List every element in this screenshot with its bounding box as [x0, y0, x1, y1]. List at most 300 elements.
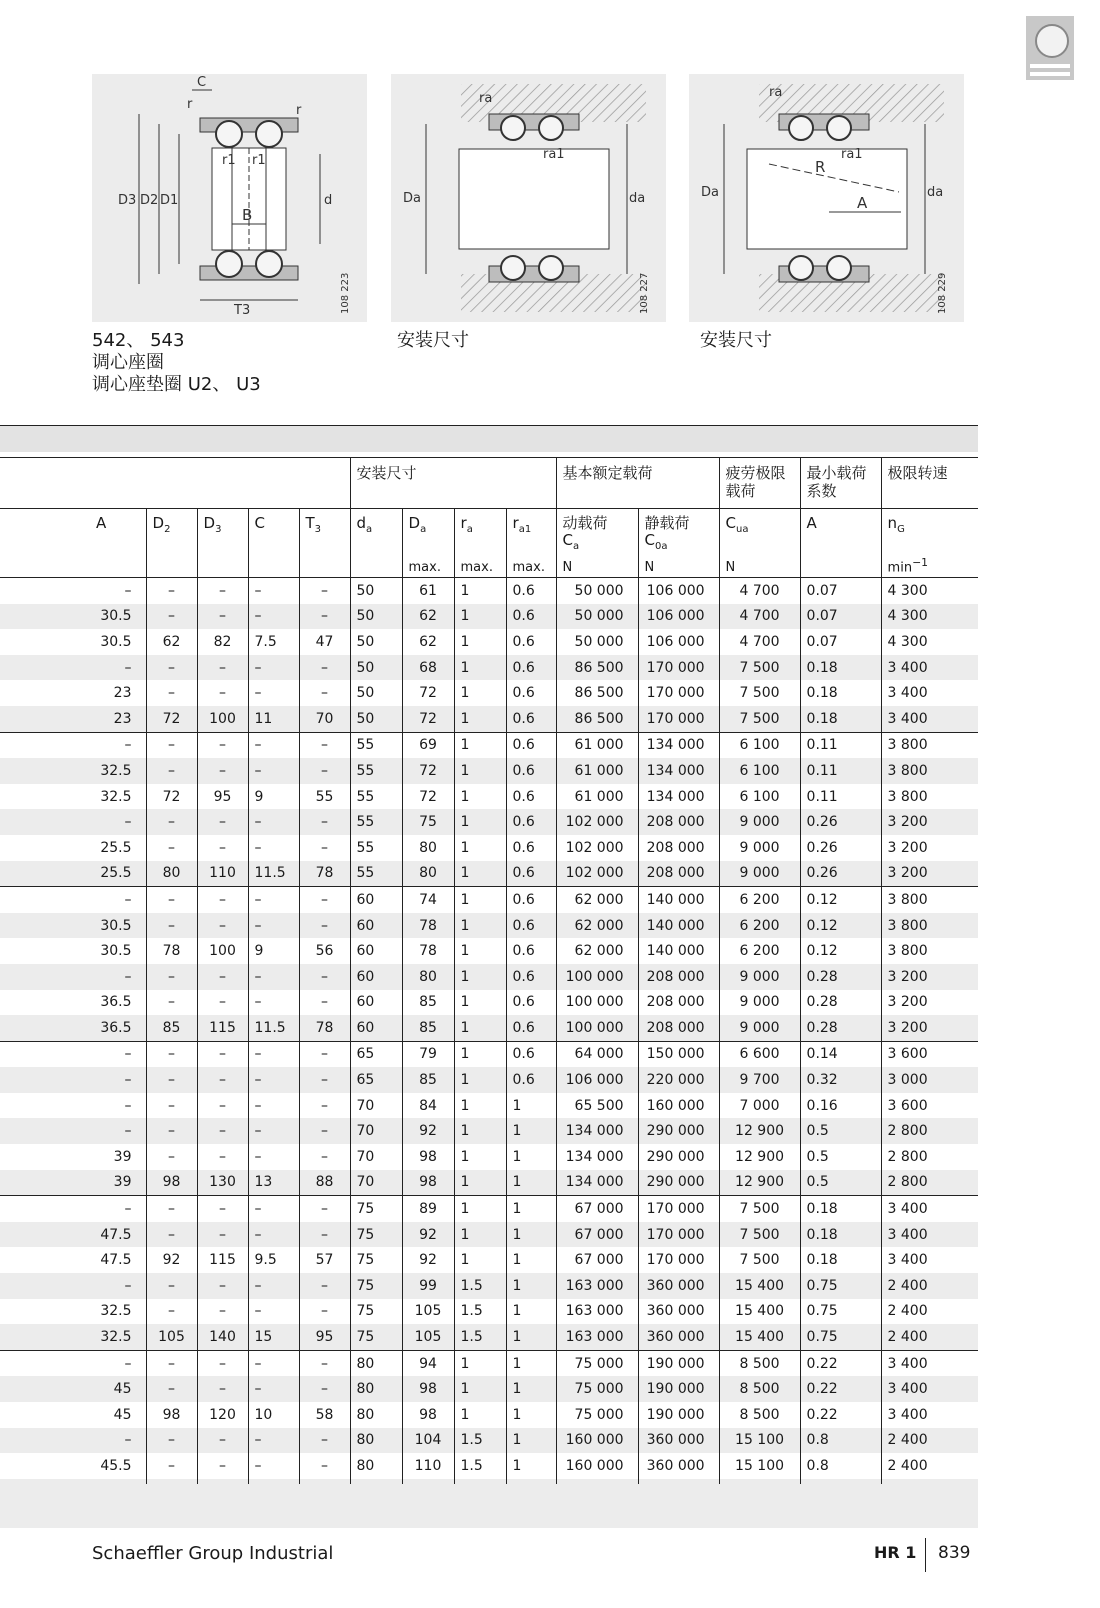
table-cell: 190 000 — [638, 1376, 719, 1402]
table-row — [0, 1170, 978, 1196]
table-cell: 61 000 — [556, 732, 638, 758]
table-cell: 1 — [506, 1144, 556, 1170]
table-cell: 3 800 — [881, 758, 978, 784]
table-cell: 80 — [350, 1428, 402, 1454]
table-cell: 0.5 — [800, 1144, 881, 1170]
table-cell: – — [197, 1273, 248, 1299]
table-cell: 0.12 — [800, 938, 881, 964]
table-cell: 65 — [350, 1067, 402, 1093]
table-cell: 3 400 — [881, 655, 978, 681]
table-cell: 11.5 — [248, 861, 299, 887]
table-cell: 47 — [299, 629, 350, 655]
caption-line: 调心座圈 — [92, 352, 164, 373]
table-cell: 140 — [197, 1324, 248, 1350]
table-cell: – — [146, 758, 197, 784]
table-cell: – — [299, 1376, 350, 1402]
table-cell: 72 — [402, 680, 454, 706]
table-cell: 3 400 — [881, 1222, 978, 1248]
table-cell: 6 100 — [719, 732, 800, 758]
table-cell: 1 — [454, 1144, 506, 1170]
table-row — [0, 1196, 978, 1222]
table-cell: 3 400 — [881, 680, 978, 706]
table-cell: 69 — [402, 732, 454, 758]
table-cell: – — [248, 1222, 299, 1248]
table-cell: 89 — [402, 1196, 454, 1222]
table-cell: – — [197, 913, 248, 939]
table-cell: 3 200 — [881, 861, 978, 887]
unit-blank — [146, 555, 197, 578]
table-cell: 45.5 — [100, 1457, 132, 1474]
label-D2: D2 — [140, 193, 159, 208]
table-cell: 15 100 — [719, 1428, 800, 1454]
table-cell: 1 — [454, 1093, 506, 1119]
table-cell: 1 — [454, 706, 506, 732]
table-body — [0, 578, 978, 1505]
table-cell: – — [248, 835, 299, 861]
table-cell: – — [299, 578, 350, 604]
table-cell: 45 — [0, 1376, 146, 1402]
table-row — [0, 1247, 978, 1273]
table-row — [0, 913, 978, 939]
table-cell: 1 — [454, 1015, 506, 1041]
label-r1-right: r1 — [252, 153, 266, 168]
table-cell: 9 000 — [719, 835, 800, 861]
table-bottom-band — [0, 1484, 978, 1528]
table-cell: 6 200 — [719, 938, 800, 964]
table-cell: – — [248, 655, 299, 681]
table-cell: 95 — [197, 784, 248, 810]
table-cell: 80 — [350, 1453, 402, 1479]
table-cell: – — [248, 913, 299, 939]
footer-page-number: 839 — [938, 1543, 971, 1563]
table-cell: 62 000 — [556, 938, 638, 964]
table-cell: 4 300 — [881, 604, 978, 630]
table-cell: – — [0, 1196, 146, 1222]
table-cell: 0.6 — [506, 655, 556, 681]
table-cell: 67 000 — [556, 1247, 638, 1273]
table-cell: 3 600 — [881, 1093, 978, 1119]
table-cell: 2 400 — [881, 1428, 978, 1454]
header-limit-speed: 极限转速 — [881, 458, 978, 509]
table-cell: 1 — [454, 732, 506, 758]
table-cell: 0.6 — [506, 784, 556, 810]
table-cell: 0.16 — [800, 1093, 881, 1119]
table-cell: 12 900 — [719, 1144, 800, 1170]
figure-bearing-section — [92, 74, 367, 322]
table-row — [0, 861, 978, 887]
table-cell: 0.18 — [800, 655, 881, 681]
table-cell: – — [299, 1273, 350, 1299]
col-Cua: $C_{ua}$ — [719, 509, 800, 556]
table-cell: 98 — [146, 1170, 197, 1196]
table-cell: 1 — [454, 1118, 506, 1144]
table-cell: – — [197, 1093, 248, 1119]
table-cell: 140 000 — [638, 913, 719, 939]
table-cell: 208 000 — [638, 809, 719, 835]
table-cell: 0.6 — [506, 1067, 556, 1093]
table-cell: 32.5 — [0, 758, 146, 784]
table-cell: – — [197, 732, 248, 758]
table-cell: 1.5 — [454, 1453, 506, 1479]
table-row — [0, 938, 978, 964]
table-cell: – — [146, 887, 197, 913]
label-D3: D3 — [118, 193, 137, 208]
table-cell: 0.6 — [506, 938, 556, 964]
table-cell: 12 900 — [719, 1118, 800, 1144]
table-cell: – — [0, 655, 146, 681]
table-row — [0, 604, 978, 630]
table-cell: – — [248, 887, 299, 913]
table-cell: 1 — [454, 1402, 506, 1428]
table-cell: 1 — [506, 1402, 556, 1428]
col-nG: $n_G$ — [881, 509, 978, 556]
table-cell: 78 — [299, 1015, 350, 1041]
table-cell: – — [197, 1299, 248, 1325]
figure-code: 108 227 — [639, 272, 650, 314]
table-cell: – — [146, 835, 197, 861]
table-cell: 79 — [402, 1041, 454, 1067]
table-top-band — [0, 425, 978, 452]
table-cell: – — [248, 1118, 299, 1144]
table-cell: 80 — [350, 1350, 402, 1376]
label-A: A — [857, 194, 868, 212]
table-cell: 8 500 — [719, 1350, 800, 1376]
unit-Ca: N — [556, 555, 638, 578]
table-row — [0, 1118, 978, 1144]
unit-Cua: N — [719, 555, 800, 578]
table-cell: 25.5 — [100, 839, 132, 856]
table-cell: 170 000 — [638, 706, 719, 732]
table-cell: – — [197, 604, 248, 630]
table-cell: 9 000 — [719, 809, 800, 835]
table-cell: 55 — [350, 784, 402, 810]
table-cell: 105 — [402, 1299, 454, 1325]
table-cell: 163 000 — [556, 1299, 638, 1325]
table-cell: – — [146, 732, 197, 758]
figure-mounting-2 — [689, 74, 964, 322]
table-cell: 3 400 — [881, 1350, 978, 1376]
table-cell: 0.18 — [800, 1196, 881, 1222]
table-cell: 4 700 — [719, 629, 800, 655]
table-cell: 30.5 — [100, 943, 132, 960]
table-cell: 0.28 — [800, 990, 881, 1016]
table-cell: 0.26 — [800, 835, 881, 861]
figure-code: 108 223 — [340, 272, 351, 314]
table-cell: 2 400 — [881, 1273, 978, 1299]
table-cell: 75 000 — [556, 1376, 638, 1402]
caption-figure-1 — [92, 330, 261, 396]
table-cell: 55 — [350, 835, 402, 861]
table-cell: – — [146, 1222, 197, 1248]
table-cell: – — [299, 1093, 350, 1119]
table-cell: 0.12 — [800, 913, 881, 939]
table-cell: – — [197, 680, 248, 706]
table-cell: 290 000 — [638, 1144, 719, 1170]
table-cell: – — [197, 1453, 248, 1479]
table-cell: 106 000 — [638, 604, 719, 630]
caption-line: 542、 543 — [92, 330, 185, 351]
table-cell: 62 000 — [556, 913, 638, 939]
table-cell: 99 — [402, 1273, 454, 1299]
table-cell: 55 — [299, 784, 350, 810]
table-cell: – — [299, 1196, 350, 1222]
table-cell: 92 — [402, 1118, 454, 1144]
col-D3: $D_3$ — [197, 509, 248, 556]
table-row — [0, 629, 978, 655]
table-cell: 56 — [299, 938, 350, 964]
table-cell: 170 000 — [638, 1196, 719, 1222]
table-cell: 3 800 — [881, 938, 978, 964]
table-cell: 70 — [350, 1170, 402, 1196]
table-cell: – — [299, 809, 350, 835]
table-cell: – — [299, 990, 350, 1016]
table-cell: 1 — [454, 990, 506, 1016]
table-cell: 75 — [350, 1324, 402, 1350]
table-cell: – — [299, 655, 350, 681]
table-cell: 61 — [402, 578, 454, 604]
table-cell: – — [197, 1144, 248, 1170]
table-cell: 1 — [454, 861, 506, 887]
table-cell: 80 — [402, 964, 454, 990]
table-cell: 0.26 — [800, 861, 881, 887]
table-cell: – — [0, 809, 146, 835]
table-cell: – — [197, 758, 248, 784]
table-cell: 15 — [248, 1324, 299, 1350]
table-cell: 150 000 — [638, 1041, 719, 1067]
table-row — [0, 1324, 978, 1350]
table-cell: 100 000 — [556, 1015, 638, 1041]
table-cell: 7 500 — [719, 1222, 800, 1248]
table-cell: 0.6 — [506, 629, 556, 655]
unit-ra: max. — [454, 555, 506, 578]
table-cell: 0.18 — [800, 706, 881, 732]
table-cell: – — [299, 887, 350, 913]
table-cell: 86 500 — [556, 680, 638, 706]
table-cell: 3 800 — [881, 913, 978, 939]
table-cell: 3 200 — [881, 964, 978, 990]
table-cell: 7 000 — [719, 1093, 800, 1119]
table-cell: 102 000 — [556, 835, 638, 861]
table-cell: 134 000 — [638, 784, 719, 810]
table-cell: 1 — [506, 1196, 556, 1222]
caption-figure-2: 安装尺寸 — [397, 330, 469, 351]
table-cell: – — [299, 1299, 350, 1325]
table-cell: 55 — [350, 809, 402, 835]
table-cell: – — [197, 655, 248, 681]
table-cell: 360 000 — [638, 1273, 719, 1299]
table-cell: 0.18 — [800, 1222, 881, 1248]
table-row — [0, 758, 978, 784]
table-cell: 11.5 — [248, 1015, 299, 1041]
table-row — [0, 1428, 978, 1454]
table-cell: 12 900 — [719, 1170, 800, 1196]
table-cell: 1 — [454, 1247, 506, 1273]
table-cell: – — [146, 578, 197, 604]
table-cell: 3 800 — [881, 887, 978, 913]
table-cell: 86 500 — [556, 706, 638, 732]
label-Da: Da — [403, 191, 421, 206]
table-row — [0, 1350, 978, 1376]
table-cell: – — [248, 1067, 299, 1093]
header-fatigue: 疲劳极限 载荷 — [719, 458, 800, 509]
table-cell: – — [248, 809, 299, 835]
table-cell: 1 — [454, 1350, 506, 1376]
table-cell: 60 — [350, 964, 402, 990]
table-cell: – — [0, 1273, 146, 1299]
table-cell: 23 — [0, 706, 146, 732]
table-cell: 208 000 — [638, 1015, 719, 1041]
table-cell: – — [299, 732, 350, 758]
table-cell: 0.75 — [800, 1299, 881, 1325]
table-cell: – — [299, 1144, 350, 1170]
table-cell: 32.5 — [100, 788, 132, 805]
table-cell: 10 — [248, 1402, 299, 1428]
table-cell: 23 — [113, 685, 132, 702]
table-cell: 15 400 — [719, 1324, 800, 1350]
col-C: C — [248, 509, 299, 556]
table-cell: 6 100 — [719, 758, 800, 784]
table-cell: 98 — [146, 1402, 197, 1428]
table-cell: 0.75 — [800, 1324, 881, 1350]
table-cell: 360 000 — [638, 1324, 719, 1350]
bearing-thumbnail-icon — [1026, 16, 1074, 80]
table-cell: 1 — [454, 1222, 506, 1248]
table-cell: 290 000 — [638, 1170, 719, 1196]
table-cell: – — [299, 1067, 350, 1093]
table-cell: 72 — [146, 706, 197, 732]
table-cell: 57 — [299, 1247, 350, 1273]
table-cell: 64 000 — [556, 1041, 638, 1067]
table-cell: 140 000 — [638, 938, 719, 964]
table-cell: 1 — [454, 655, 506, 681]
table-cell: 105 — [402, 1324, 454, 1350]
table-cell: 65 — [350, 1041, 402, 1067]
table-cell: – — [299, 1118, 350, 1144]
table-cell: 85 — [402, 1015, 454, 1041]
table-cell: 3 200 — [881, 990, 978, 1016]
table-cell: – — [146, 1144, 197, 1170]
table-cell: 50 — [350, 706, 402, 732]
table-cell: 1 — [454, 604, 506, 630]
table-cell: 3 200 — [881, 809, 978, 835]
table-cell: 1 — [454, 1376, 506, 1402]
table-cell: 0.6 — [506, 913, 556, 939]
table-cell: 1 — [454, 629, 506, 655]
table-cell: – — [146, 990, 197, 1016]
table-cell: 115 — [197, 1015, 248, 1041]
table-cell: – — [299, 1222, 350, 1248]
table-cell: 1 — [454, 1170, 506, 1196]
table-cell: 3 600 — [881, 1041, 978, 1067]
table-cell: – — [197, 887, 248, 913]
col-A: A — [0, 509, 146, 556]
table-row — [0, 990, 978, 1016]
table-cell: – — [248, 578, 299, 604]
table-cell: – — [197, 1196, 248, 1222]
table-cell: 105 — [146, 1324, 197, 1350]
dimension-table — [0, 457, 978, 1504]
table-cell: 0.6 — [506, 1015, 556, 1041]
table-cell: – — [248, 990, 299, 1016]
table-cell: – — [248, 1196, 299, 1222]
table-cell: 62 000 — [556, 887, 638, 913]
table-cell: – — [248, 1299, 299, 1325]
table-cell: 47.5 — [0, 1222, 146, 1248]
table-cell: – — [0, 1350, 146, 1376]
unit-blank — [248, 555, 299, 578]
table-cell: 208 000 — [638, 990, 719, 1016]
label-R: R — [815, 158, 826, 176]
table-cell: 1 — [454, 1196, 506, 1222]
table-cell: – — [0, 964, 146, 990]
table-row — [0, 655, 978, 681]
table-cell: 1 — [454, 809, 506, 835]
table-cell: 1 — [506, 1324, 556, 1350]
table-cell: – — [248, 604, 299, 630]
table-row — [0, 784, 978, 810]
table-cell: – — [299, 1453, 350, 1479]
table-cell: 1 — [506, 1299, 556, 1325]
unit-blank — [299, 555, 350, 578]
table-cell: 60 — [350, 1015, 402, 1041]
table-row — [0, 1273, 978, 1299]
table-cell: 36.5 — [0, 1015, 146, 1041]
table-cell: – — [299, 964, 350, 990]
table-cell: 80 — [146, 861, 197, 887]
table-cell: 4 300 — [881, 578, 978, 604]
table-cell: 50 — [350, 604, 402, 630]
table-cell: – — [248, 680, 299, 706]
table-cell: – — [248, 1453, 299, 1479]
table-row — [0, 1222, 978, 1248]
table-cell: 1 — [454, 1067, 506, 1093]
table-cell: 100 000 — [556, 990, 638, 1016]
table-cell: 1.5 — [454, 1324, 506, 1350]
table-cell: – — [146, 964, 197, 990]
table-cell: 80 — [402, 835, 454, 861]
table-cell: 3 000 — [881, 1067, 978, 1093]
table-cell: 74 — [402, 887, 454, 913]
footer-catalog: HR 1 — [874, 1543, 917, 1562]
table-cell: 8 500 — [719, 1376, 800, 1402]
table-cell: 0.22 — [800, 1402, 881, 1428]
label-T3: T3 — [234, 303, 251, 318]
table-cell: 0.6 — [506, 706, 556, 732]
caption-line: 调心座垫圈 U2、 U3 — [92, 374, 261, 395]
table-cell: – — [248, 1350, 299, 1376]
figure-mounting-1 — [391, 74, 666, 322]
table-cell: 50 — [350, 655, 402, 681]
label-ra: ra — [479, 91, 493, 106]
table-cell: 1 — [506, 1453, 556, 1479]
table-cell: – — [146, 1299, 197, 1325]
table-cell: 32.5 — [100, 1303, 132, 1320]
table-cell: 0.11 — [800, 758, 881, 784]
table-cell: 75 — [350, 1273, 402, 1299]
table-cell: 1 — [454, 1041, 506, 1067]
table-row — [0, 1144, 978, 1170]
header-mounting: 安装尺寸 — [350, 458, 556, 509]
col-T3: $T_3$ — [299, 509, 350, 556]
table-cell: 1 — [506, 1428, 556, 1454]
table-cell: 60 — [350, 887, 402, 913]
table-cell: 62 — [402, 604, 454, 630]
table-cell: 4 300 — [881, 629, 978, 655]
table-cell: 84 — [402, 1093, 454, 1119]
table-cell: – — [146, 1428, 197, 1454]
table-cell: – — [197, 1118, 248, 1144]
table-cell: – — [197, 1428, 248, 1454]
